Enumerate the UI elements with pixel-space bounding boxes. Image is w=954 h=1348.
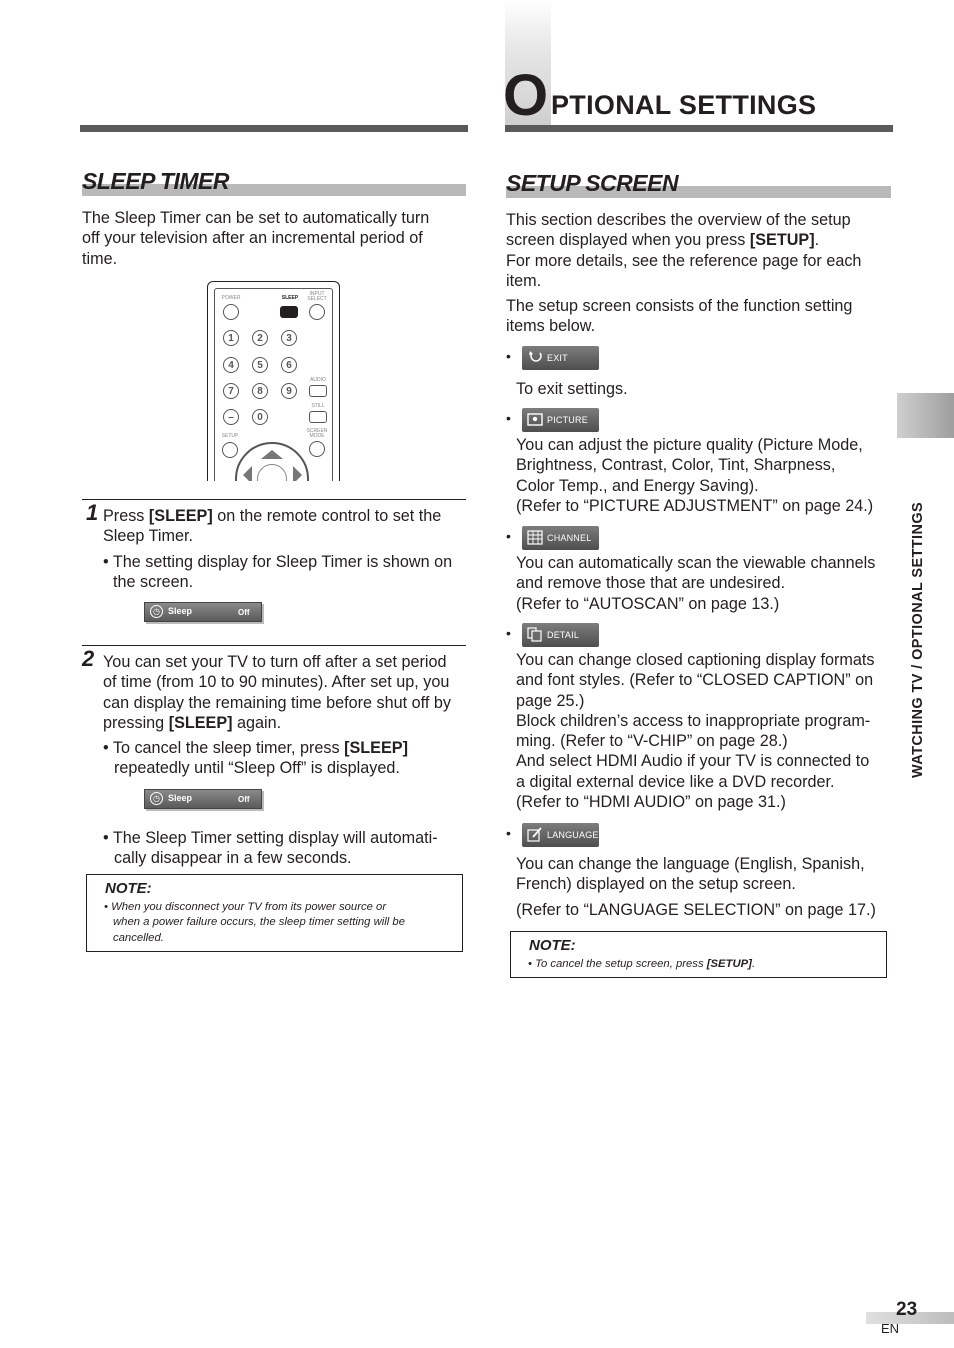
digit-4-icon: 4 (223, 357, 239, 373)
setup-screen-heading: SETUP SCREEN (506, 170, 679, 196)
digit-9-icon: 9 (281, 383, 297, 399)
return-arrow-icon (527, 350, 543, 365)
step2-number: 2 (82, 646, 95, 671)
remote-label-still: STILL (311, 403, 325, 409)
side-tab-label: WATCHING TV / OPTIONAL SETTINGS (910, 501, 926, 778)
picture-description: You can adjust the picture quality (Picture Mode, Brightness, Contrast, Color, Tint, Sharpness, Color Temp., and Energy Saving). (Refer to “PICTURE ADJUSTMENT” on page 24.) (516, 436, 874, 515)
digit-3-icon: 3 (281, 330, 297, 346)
screen-mode-button-icon (309, 441, 325, 457)
sleep-note-text: • When you disconnect your TV from its power source or when a power failure occurs, the sleep timer setting will be cancelled. (104, 901, 405, 944)
sleep-note-title: NOTE: (105, 880, 152, 897)
sleep-osd-2: ◷ Sleep Off (144, 789, 262, 809)
exit-description: To exit settings. (516, 380, 628, 398)
digit-8-icon: 8 (252, 383, 268, 399)
digit-0-icon: 0 (252, 409, 268, 425)
setup-note-title: NOTE: (529, 937, 576, 954)
digit-2-icon: 2 (252, 330, 268, 346)
channel-bullet: • (506, 528, 511, 544)
sleep-osd-1: ◷ Sleep Off (144, 602, 262, 622)
setup-button-icon (222, 442, 238, 458)
remote-label-screen-mode: SCREEN MODE (306, 428, 328, 439)
step1-divider (82, 499, 466, 500)
language-code: EN (881, 1321, 900, 1336)
channel-description: You can automatically scan the viewable channels and remove those that are undesired. (Refer to “AUTOSCAN” on page 13.) (516, 554, 876, 613)
step1-number: 1 (86, 500, 99, 525)
digit-5-icon: 5 (252, 357, 268, 373)
left-header-rule (80, 125, 468, 132)
clock-icon: ◷ (150, 792, 163, 805)
detail-description: You can change closed captioning display formats and font styles. (Refer to “CLOSED CAPTION” on page 25.) Block children’s access to inappropriate program- ming. (Refer to “V-CHIP” on page 28.) And select HDMI Audio if your TV is connected to a digital external device like a DVD recorder. (Refer to “HDMI AUDIO” on page 31.) (516, 651, 875, 812)
picture-bullet: • (506, 410, 511, 426)
digit-7-icon: 7 (223, 383, 239, 399)
side-tab-block (897, 393, 954, 438)
step2-divider (82, 645, 466, 646)
setup-intro: This section describes the overview of the setup screen displayed when you press [SETUP]. For more details, see the reference page for each item. The setup screen consists of the function setting items below. (506, 211, 862, 336)
clock-icon: ◷ (150, 605, 163, 618)
step2-text: You can set your TV to turn off after a set period of time (from 10 to 90 minutes). After set up, you can display the remaining time before shut off by pressing [SLEEP] again. (103, 653, 451, 732)
exit-bullet: • (506, 348, 511, 364)
detail-menu-icon: DETAIL (522, 623, 599, 647)
step1-text: Press [SLEEP] on the remote control to set the Sleep Timer. (103, 507, 442, 546)
remote-label-sleep: SLEEP (281, 295, 299, 301)
setup-note-box (510, 931, 887, 978)
dash-button-icon: – (223, 409, 239, 425)
remote-control-illustration (207, 281, 340, 481)
digit-6-icon: 6 (281, 357, 297, 373)
channel-grid-icon (527, 530, 543, 545)
exit-menu-icon: EXIT (522, 346, 599, 370)
detail-pages-icon (527, 627, 543, 642)
step2-bullet1: • To cancel the sleep timer, press [SLEEP] repeatedly until “Sleep Off” is displayed. (103, 739, 408, 778)
picture-menu-icon: PICTURE (522, 408, 599, 432)
remote-label-setup: SETUP (221, 433, 239, 439)
sleep-timer-heading: SLEEP TIMER (82, 168, 229, 194)
sleep-button-icon (280, 306, 298, 318)
setup-note-text: • To cancel the setup screen, press [SETUP]. (528, 958, 756, 970)
language-pen-icon (527, 827, 543, 842)
still-button-icon (309, 411, 327, 423)
page-title: PTIONAL SETTINGS (551, 90, 817, 120)
language-menu-icon: LANGUAGE (522, 823, 599, 847)
language-description: You can change the language (English, Spanish, French) displayed on the setup screen. (Refer to “LANGUAGE SELECTION” on page 17.) (516, 855, 876, 919)
sleep-timer-intro: The Sleep Timer can be set to automatically turn off your television after an incremental period of time. (82, 209, 430, 268)
power-button-icon (223, 304, 239, 320)
channel-menu-icon: CHANNEL (522, 526, 599, 550)
remote-label-power: POWER (221, 295, 241, 301)
audio-button-icon (309, 385, 327, 397)
step1-bullet: • The setting display for Sleep Timer is shown on the screen. (103, 553, 453, 592)
picture-frame-icon (527, 412, 543, 427)
remote-label-audio: AUDIO (310, 377, 326, 383)
digit-1-icon: 1 (223, 330, 239, 346)
right-header-rule (505, 125, 893, 132)
step2-bullet2: • The Sleep Timer setting display will automati- cally disappear in a few seconds. (103, 829, 438, 868)
page-number: 23 (896, 1299, 918, 1320)
remote-label-input-select: INPUT SELECT (307, 291, 327, 302)
input-select-button-icon (309, 304, 325, 320)
title-initial: O (503, 63, 549, 128)
language-bullet: • (506, 825, 511, 841)
sleep-note-box (86, 874, 463, 952)
detail-bullet: • (506, 625, 511, 641)
